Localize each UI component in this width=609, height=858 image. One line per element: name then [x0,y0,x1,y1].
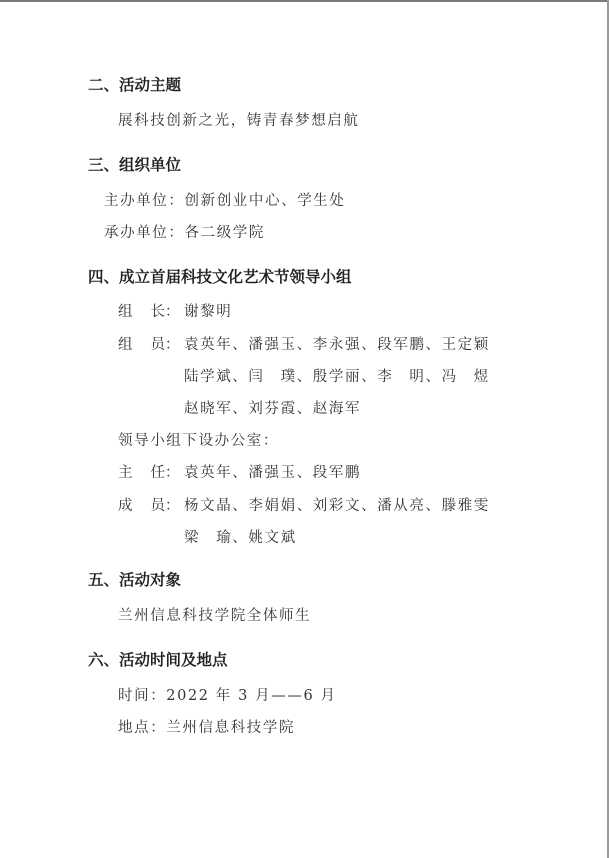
leader-label: 组 长： [118,304,180,320]
office-members-line-2: 梁 瑜、姚文斌 [184,530,297,546]
page-edge [0,0,609,2]
members-line-3: 赵晓军、刘芬霞、赵海军 [184,401,362,417]
section-heading-leadership-group: 四、成立首届科技文化艺术节领导小组 [88,268,352,286]
time-text: 时间：2022 年 3 月——6 月 [118,688,337,704]
director-value: 袁英年、潘强玉、段军鹏 [184,465,362,481]
members-line-1: 袁英年、潘强玉、李永强、段军鹏、王定颖 [184,337,490,353]
audience-text: 兰州信息科技学院全体师生 [118,608,312,624]
director-label: 主 任： [118,465,180,481]
office-members-line-1: 杨文晶、李娟娟、刘彩文、潘从亮、滕雅雯 [184,498,490,514]
section-heading-organizers: 三、组织单位 [88,156,182,174]
section-heading-time-place: 六、活动时间及地点 [88,651,228,669]
co-host-unit-text: 承办单位：各二级学院 [104,225,265,241]
host-unit-text: 主办单位：创新创业中心、学生处 [104,193,346,209]
members-label: 组 员： [118,337,180,353]
section-heading-audience: 五、活动对象 [88,571,182,589]
office-intro: 领导小组下设办公室： [118,433,279,449]
section-heading-theme: 二、活动主题 [88,76,182,94]
theme-text: 展科技创新之光，铸青春梦想启航 [118,113,360,129]
leader-value: 谢黎明 [184,304,233,320]
office-members-label: 成 员： [118,498,180,514]
place-text: 地点：兰州信息科技学院 [118,720,296,736]
members-line-2: 陆学斌、闫 璞、殷学丽、李 明、冯 煜 [184,369,490,385]
